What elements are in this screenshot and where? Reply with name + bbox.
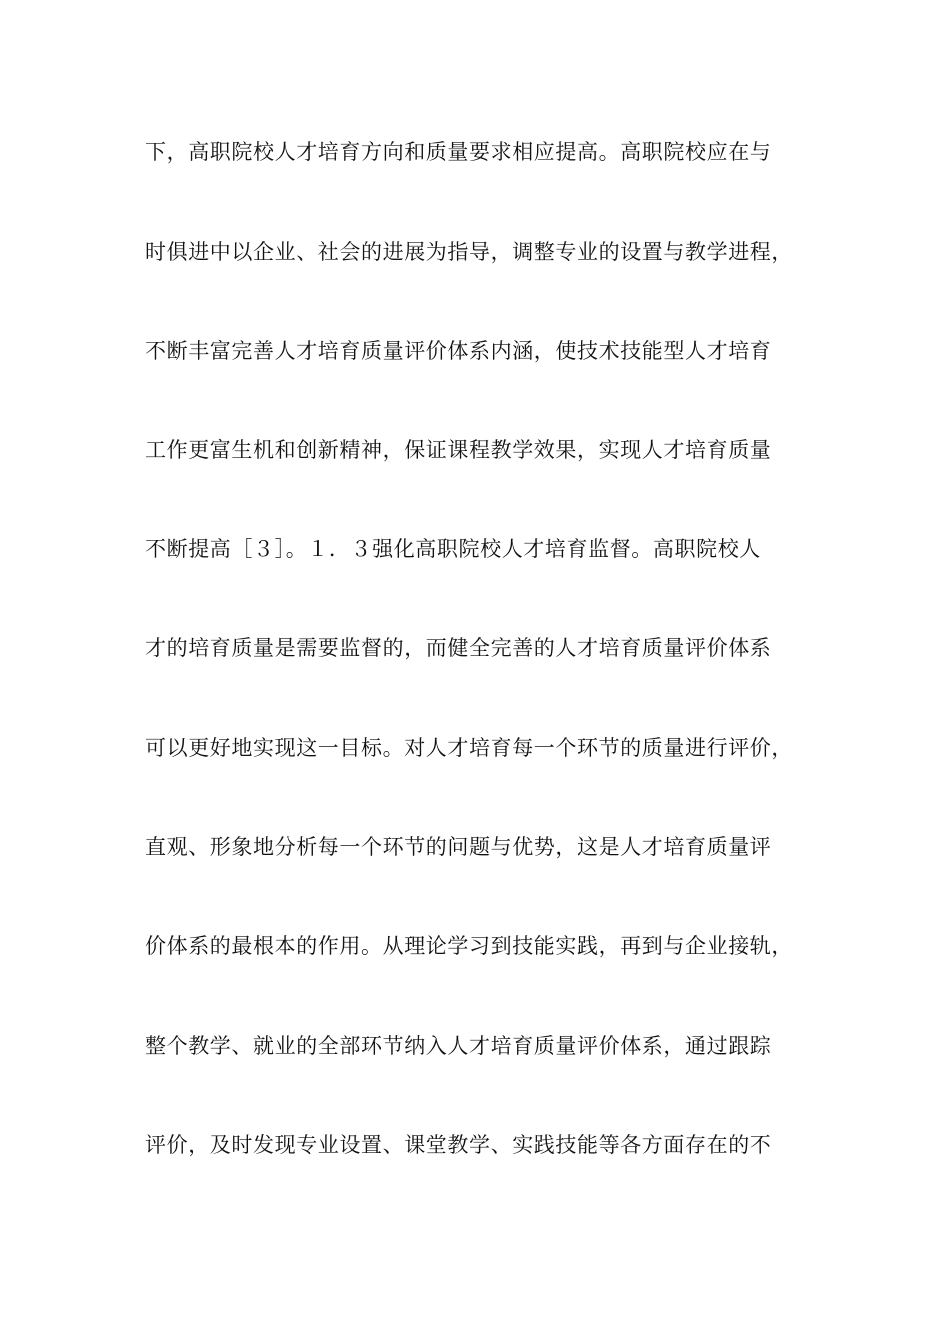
text-line: 时俱进中以企业、社会的进展为指导，调整专业的设置与教学进程，	[145, 240, 793, 264]
text-line: 下，高职院校人才培育方向和质量要求相应提高。高职院校应在与	[145, 140, 772, 164]
text-line: 价体系的最根本的作用。从理论学习到技能实践，再到与企业接轨，	[145, 934, 793, 958]
text-line: 工作更富生机和创新精神，保证课程教学效果，实现人才培育质量	[145, 438, 772, 462]
text-line: 不断提高［３］。１．３强化高职院校人才培育监督。高职院校人	[145, 537, 761, 561]
text-line: 直观、形象地分析每一个环节的问题与优势，这是人才培育质量评	[145, 835, 772, 859]
text-line: 可以更好地实现这一目标。对人才培育每一个环节的质量进行评价，	[145, 736, 793, 760]
text-line: 整个教学、就业的全部环节纳入人才培育质量评价体系，通过跟踪	[145, 1034, 772, 1058]
text-line: 不断丰富完善人才培育质量评价体系内涵，使技术技能型人才培育	[145, 339, 772, 363]
text-line: 评价，及时发现专业设置、课堂教学、实践技能等各方面存在的不	[145, 1133, 772, 1157]
text-line: 才的培育质量是需要监督的，而健全完善的人才培育质量评价体系	[145, 636, 772, 660]
